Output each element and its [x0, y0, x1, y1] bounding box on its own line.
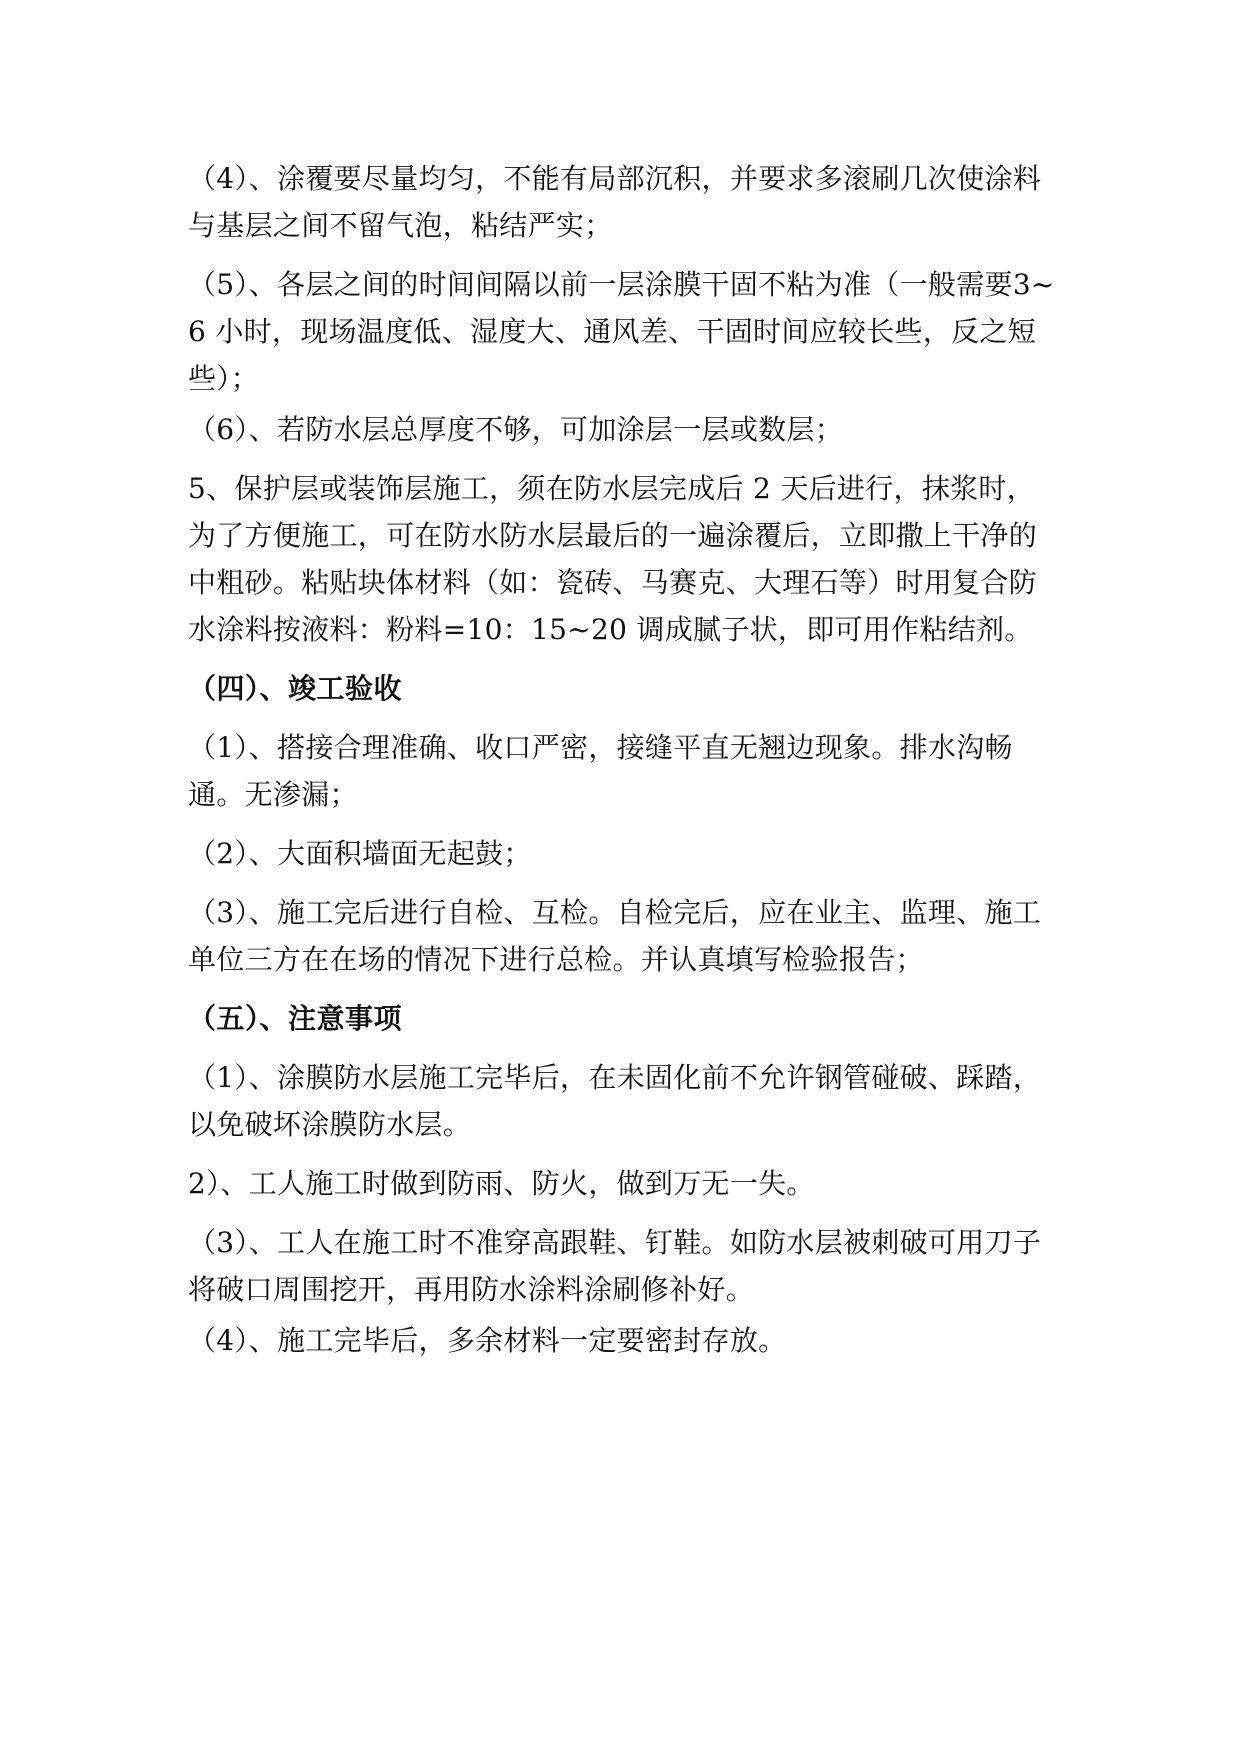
document-body [188, 155, 1056, 1376]
acceptance-item-2: （2）、大面积墙面无起鼓； [188, 837, 532, 870]
paragraph-protective-layer: 5、保护层或装饰层施工，须在防水层完成后 2 天后进行，抹浆时，为了方便施工，可在防水防水层最后的一遍涂覆后，立即撒上干净的中粗砂。粘贴块体材料（如：瓷砖、马赛克、大理石等）时用复合防水涂料按液料：粉料=10：15~20 调成腻子状，即可用作粘结剂。 [188, 472, 1038, 646]
precaution-item-2: 2）、工人施工时做到防雨、防火，做到万无一失。 [188, 1167, 815, 1200]
acceptance-item-3: （3）、施工完后进行自检、互检。自检完后，应在业主、监理、施工单位三方在在场的情况下进行总检。并认真填写检验报告； [188, 896, 1042, 976]
section-heading-acceptance: （四）、竣工验收 [188, 672, 403, 705]
paragraph-step-5: （5）、各层之间的时间间隔以前一层涂膜干固不粘为准（一般需要3~6 小时，现场温度低、湿度大、通风差、干固时间应较长些，反之短些）； [188, 268, 1055, 395]
paragraph-step-4: （4）、涂覆要尽量均匀，不能有局部沉积，并要求多滚刷几次使涂料与基层之间不留气泡，粘结严实； [188, 162, 1042, 242]
section-heading-precautions: （五）、注意事项 [188, 1002, 403, 1035]
precaution-item-3: （3）、工人在施工时不准穿高跟鞋、钉鞋。如防水层被刺破可用刀子将破口周围挖开，再用防水涂料涂刷修补好。 [188, 1226, 1042, 1306]
precaution-item-1: （1）、涂膜防水层施工完毕后，在未固化前不允许钢管碰破、踩踏，以免破坏涂膜防水层。 [188, 1061, 1042, 1141]
precaution-item-4: （4）、施工完毕后，多余材料一定要密封存放。 [188, 1324, 787, 1357]
paragraph-step-6: （6）、若防水层总厚度不够，可加涂层一层或数层； [188, 413, 844, 446]
acceptance-item-1: （1）、搭接合理准确、收口严密，接缝平直无翘边现象。排水沟畅通。无渗漏； [188, 731, 1013, 811]
